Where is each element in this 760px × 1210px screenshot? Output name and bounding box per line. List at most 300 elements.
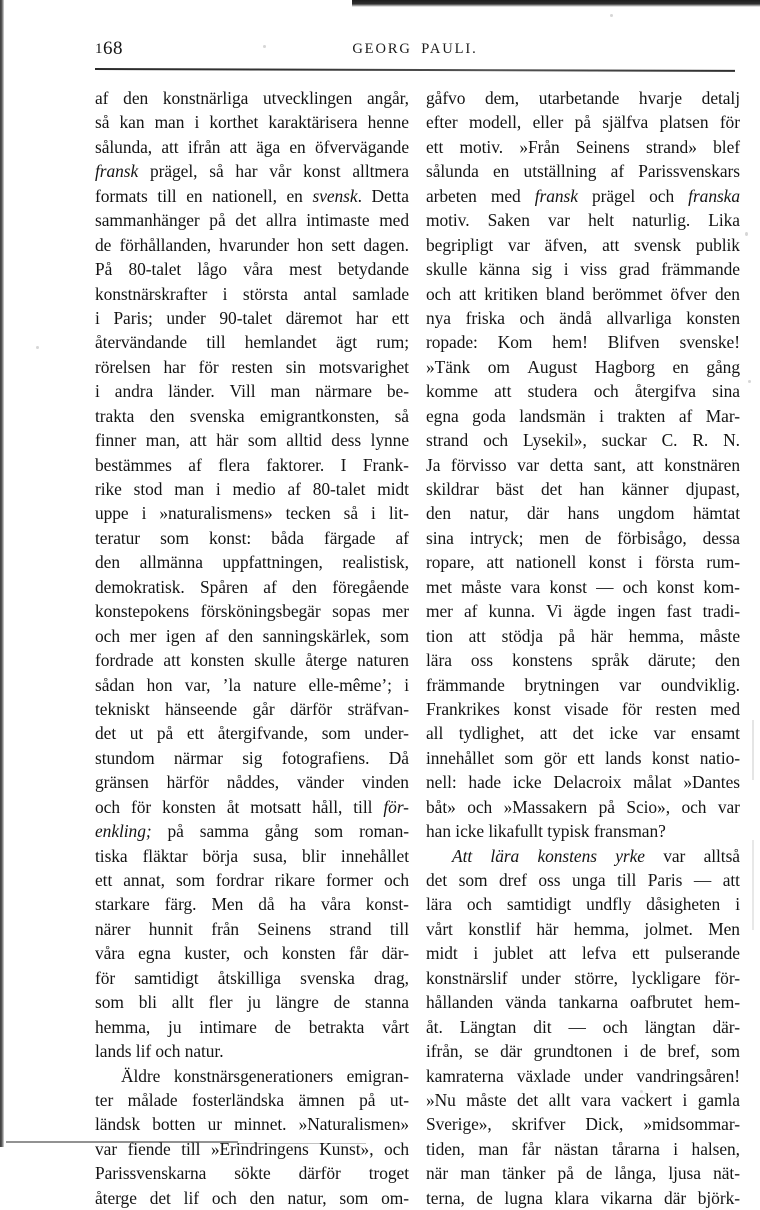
word: sin [285,356,306,377]
text-line [426,1039,740,1063]
word: den [249,1187,275,1208]
word: språk [591,650,629,671]
running-title: GEORG PAULI. [352,41,478,57]
word: känna [478,259,521,280]
word: där- [712,1016,740,1037]
word: i [404,674,409,695]
word: för [621,698,643,719]
word: skildrar [426,479,479,499]
word: hans [567,503,600,524]
word: färg. [164,894,197,915]
text-line [426,819,740,843]
word: konst [549,576,587,597]
word: bestämmes [95,454,172,475]
word: dagen. [363,234,409,255]
word: lif [183,1187,199,1208]
word: som [160,527,189,548]
word: var [95,1138,118,1159]
word: på [558,625,576,646]
word: ägt [335,332,358,353]
word: som [321,723,351,744]
word: för [719,112,740,133]
word: färgade [323,527,376,548]
word: längtan [644,1016,696,1037]
word: konstepokens [95,601,190,622]
word: björk- [697,1187,740,1208]
word: åtskilliga [217,967,281,988]
word: jublet [493,943,534,964]
word: medio [232,479,276,499]
word: lågo [197,259,228,280]
text-line [426,1186,740,1210]
word: till [617,870,637,890]
word: fotografiens. [281,747,370,768]
word: bref, [667,1041,700,1062]
word: ju [168,1016,182,1037]
word: helt [588,210,615,231]
text-line [426,966,740,990]
text-line [95,624,409,648]
word: till [389,918,409,939]
word: ut- [389,1089,409,1110]
word: betrakta [308,1016,365,1037]
word: Spåren [200,576,248,597]
word: bäst [495,479,524,499]
word: sålunda, [95,136,153,157]
word: jolmet. [644,918,693,939]
word: vänder [296,772,344,793]
text-line [426,1015,740,1039]
text-line [95,844,409,868]
word: att [161,136,179,157]
word: en [289,136,306,157]
word: på [557,1163,574,1184]
text-body [95,86,740,1210]
word: nationell [515,552,577,573]
word: vackert [621,1089,673,1110]
word: bli [138,992,157,1013]
word: naturen [357,650,409,671]
text-line [95,1039,409,1063]
word: i [623,1041,629,1062]
word: de [476,1187,493,1208]
word: faktorer. [266,454,325,475]
word: att [229,136,247,157]
word: Delacroix [553,772,622,793]
word: Frank- [362,454,409,475]
word: svensk [634,234,682,255]
word: måste [699,625,740,646]
word: sant, [593,454,626,475]
text-line [95,868,409,892]
word: — [693,870,712,890]
word: emigrantkonsten, [259,405,380,426]
text-line [95,1088,409,1112]
word: att [163,650,181,671]
word: stanna [364,992,409,1013]
word: lära [426,650,452,671]
word: fläktar [142,845,188,866]
word: djupast, [685,479,740,499]
text-line [426,795,740,819]
word: uppe [95,503,129,524]
word: kan [119,112,145,133]
word: dåsigheten [646,894,721,915]
word: kritiken [484,283,538,304]
word: under- [364,723,409,744]
word: Då [388,747,409,768]
word: sökte [234,1163,271,1184]
word: en [186,185,203,206]
word: antal [303,283,337,304]
word: vår [269,161,292,182]
word: återge [95,1187,137,1208]
text-line [426,917,740,941]
word: sig [531,259,553,280]
word: på [574,112,591,133]
word: däremot [285,307,343,328]
word: brytningen [524,674,600,695]
word: försköningsbegär [200,601,321,622]
word: ur [207,1114,222,1135]
word: tiska [95,845,128,866]
word: korthet [209,112,259,133]
word: Kunst», [319,1138,374,1159]
word: börja [202,845,239,866]
word: af [463,601,478,622]
word: konst [303,161,341,182]
word: konstens [512,650,573,671]
folio-number-rest: 68 [103,38,123,59]
word: en [672,356,689,377]
word: natur, [287,1187,327,1208]
word: halsen, [691,1138,740,1159]
word: ett [632,943,650,964]
word: ifrån [187,136,221,157]
word: på [156,723,174,744]
text-line [426,673,740,697]
text-line [426,526,740,550]
word: konsten [281,943,336,964]
word: kunna. [488,601,536,622]
word: sanningskärlek, [262,625,371,646]
word: blir [302,845,326,866]
word: be- [386,381,409,402]
word: allvarliga [606,307,672,328]
word: och [467,796,493,817]
word: nåddes, [226,772,280,793]
word: botten [152,1114,196,1135]
text-line [426,746,740,770]
text-line [426,159,740,183]
word: finner [95,430,137,451]
word: förhållanden, [119,234,212,255]
word: att [468,625,486,646]
text-line [426,721,740,745]
word: af [678,405,693,426]
word: allmänna [139,552,203,573]
word: — [596,576,614,597]
word: de [584,527,602,548]
word: konstnärsgenerationers [173,1065,334,1086]
word: vårt [382,1016,409,1037]
scan-edge-top [352,0,760,7]
word: att [548,943,567,964]
emphasis-word: för- [383,796,409,817]
word: ett [186,723,205,744]
text-line [426,990,740,1014]
text-line [95,1186,409,1210]
word: modell, [468,112,522,133]
word: ljusa [668,1163,701,1184]
word: samtidigt [506,894,572,915]
word: åt [226,796,240,817]
word: af [263,576,277,597]
word: efter [426,112,458,133]
word: och [384,870,409,890]
word: en [493,161,510,182]
word: skrifver [511,1114,566,1135]
word: längre [275,992,319,1013]
text-line [95,1112,409,1136]
text-line [95,721,409,745]
word: där [527,503,550,524]
word: realistisk, [342,552,409,573]
text-line [426,599,740,623]
word: han [579,479,605,499]
text-line [426,770,740,794]
word [535,184,578,208]
word: första [654,552,695,573]
word: berömmet [592,283,663,304]
word: om [487,356,510,377]
word: alltså [703,845,740,866]
word: själfva [602,112,649,133]
word: ägde [573,601,607,622]
word: det [149,1187,171,1208]
word: för [95,967,116,988]
word: terna, [426,1187,465,1208]
text-line [95,159,409,183]
word [490,844,519,868]
word: de [274,1016,291,1037]
word: lands [95,1041,132,1062]
word: där [500,1041,523,1062]
word: gamla [697,1089,740,1110]
text-line [426,868,740,892]
word: här [216,430,239,451]
word: gör [543,747,567,768]
word [95,819,152,843]
word: tankarna [558,992,618,1013]
text-line [426,575,740,599]
word: att [189,430,207,451]
word: och [95,796,120,817]
text-line [95,453,409,477]
word: och [483,430,509,451]
word: den [715,650,740,671]
word: återvändande [95,332,188,353]
text-line [426,233,740,257]
word: och [649,185,675,206]
word: var [547,210,571,231]
word: fiende [127,1138,171,1159]
emphasis-word: fransk [534,185,578,206]
word: lands [604,747,642,768]
text-line [426,282,740,306]
word: 90-talet [219,307,273,328]
word: det [517,1089,539,1110]
word: rike [95,479,122,499]
text-line [95,184,409,208]
word: för [198,356,219,377]
text-line [95,1137,409,1161]
word: har [235,161,258,182]
word: i [735,894,740,915]
word: och [155,1041,181,1062]
word: visade [564,698,609,719]
word: nät- [713,1163,740,1184]
word: konst [513,698,551,719]
word: härför [166,772,209,793]
emphasis-word: lära [490,845,520,866]
word: som [247,430,277,451]
text-line [95,795,409,819]
text-line [95,1064,409,1088]
word: får [521,1138,541,1159]
word: susa, [252,845,288,866]
word: ut [129,723,144,744]
text-line [95,648,409,672]
word: ett [577,747,595,768]
word: gåfvo [426,88,466,108]
word: innehållet [340,845,409,866]
word: det [572,723,594,744]
text-line [95,282,409,306]
word: Blifven [607,332,660,353]
word: vikarna [600,1187,653,1208]
word: stod [133,479,163,499]
word: egna [138,943,171,964]
word: återge [305,650,348,671]
word: i [682,1089,688,1110]
word: samtidigt [134,967,199,988]
word: från [211,918,240,939]
word: pulserande [665,943,740,964]
text-line [426,404,740,428]
word: konstnären [664,454,740,475]
word: »midsommar- [643,1114,740,1135]
word: fosterländska [192,1089,285,1110]
word: mest [289,259,322,280]
word: utvecklingen [263,88,353,108]
word: förvisso [450,454,507,475]
word: goda [472,405,506,426]
text-line [426,648,740,672]
scan-speck [748,380,751,383]
word: dess [331,430,362,451]
word: N. [723,430,740,451]
word: lit- [388,503,409,524]
word: till [157,185,177,206]
word: om- [381,1187,409,1208]
word: friska [465,307,505,328]
word: ländsk [95,1114,141,1135]
word: och [622,576,648,597]
word: Scio», [626,796,671,817]
word: Ja [426,454,441,475]
word: hemma, [95,1016,151,1037]
scan-speck [36,346,39,349]
word: suckar [601,430,647,451]
word: fordrar [215,870,264,890]
word: förbisågo, [617,527,687,548]
word: intryck; [469,527,524,548]
word: ensamt [691,723,740,744]
word: sådan [95,674,135,695]
word: Sverige», [426,1114,492,1135]
word: hvarunder [219,234,290,255]
word: samlade [352,283,409,304]
word: då [258,894,275,915]
word: dessa [702,527,740,548]
text-line [426,844,740,868]
word: som [95,992,124,1013]
word: naturlig. [632,210,691,231]
text-line [95,306,409,330]
header-rule [95,68,735,72]
word: svenska [189,405,245,426]
right-column [426,86,740,1210]
word: målat [633,772,672,793]
word: emigran- [346,1065,409,1086]
word: troget [368,1163,409,1184]
word: fler [208,992,233,1013]
word: hon [146,674,173,695]
word: ämnen [298,1089,345,1110]
word: stundom [95,747,155,768]
word: åt. [426,1016,443,1037]
word: den [95,552,120,573]
word: var [653,723,676,744]
word: ett [426,136,444,157]
word: konstlif [468,918,521,939]
text-line [426,941,740,965]
word: konsten [686,307,740,328]
word: dit [533,1016,552,1037]
word: Detta [371,185,409,206]
word: i [222,283,228,304]
word: sina [712,381,740,402]
word: på [209,210,226,231]
word: lefva [581,943,617,964]
text-line [426,892,740,916]
word: sina [426,527,454,548]
word: tecken [285,503,331,524]
word: Hagborg [594,356,655,377]
word: den [714,283,740,304]
word: närer [95,918,131,939]
word: därför [289,698,333,719]
word: dref [499,870,527,890]
word: att [722,870,740,890]
word: som [380,625,409,646]
word: stödja [501,625,543,646]
word: elle-même’; [308,674,392,695]
word: konstnärskrafter [95,283,208,304]
word: nya [426,307,451,328]
word: skulle [426,259,468,280]
